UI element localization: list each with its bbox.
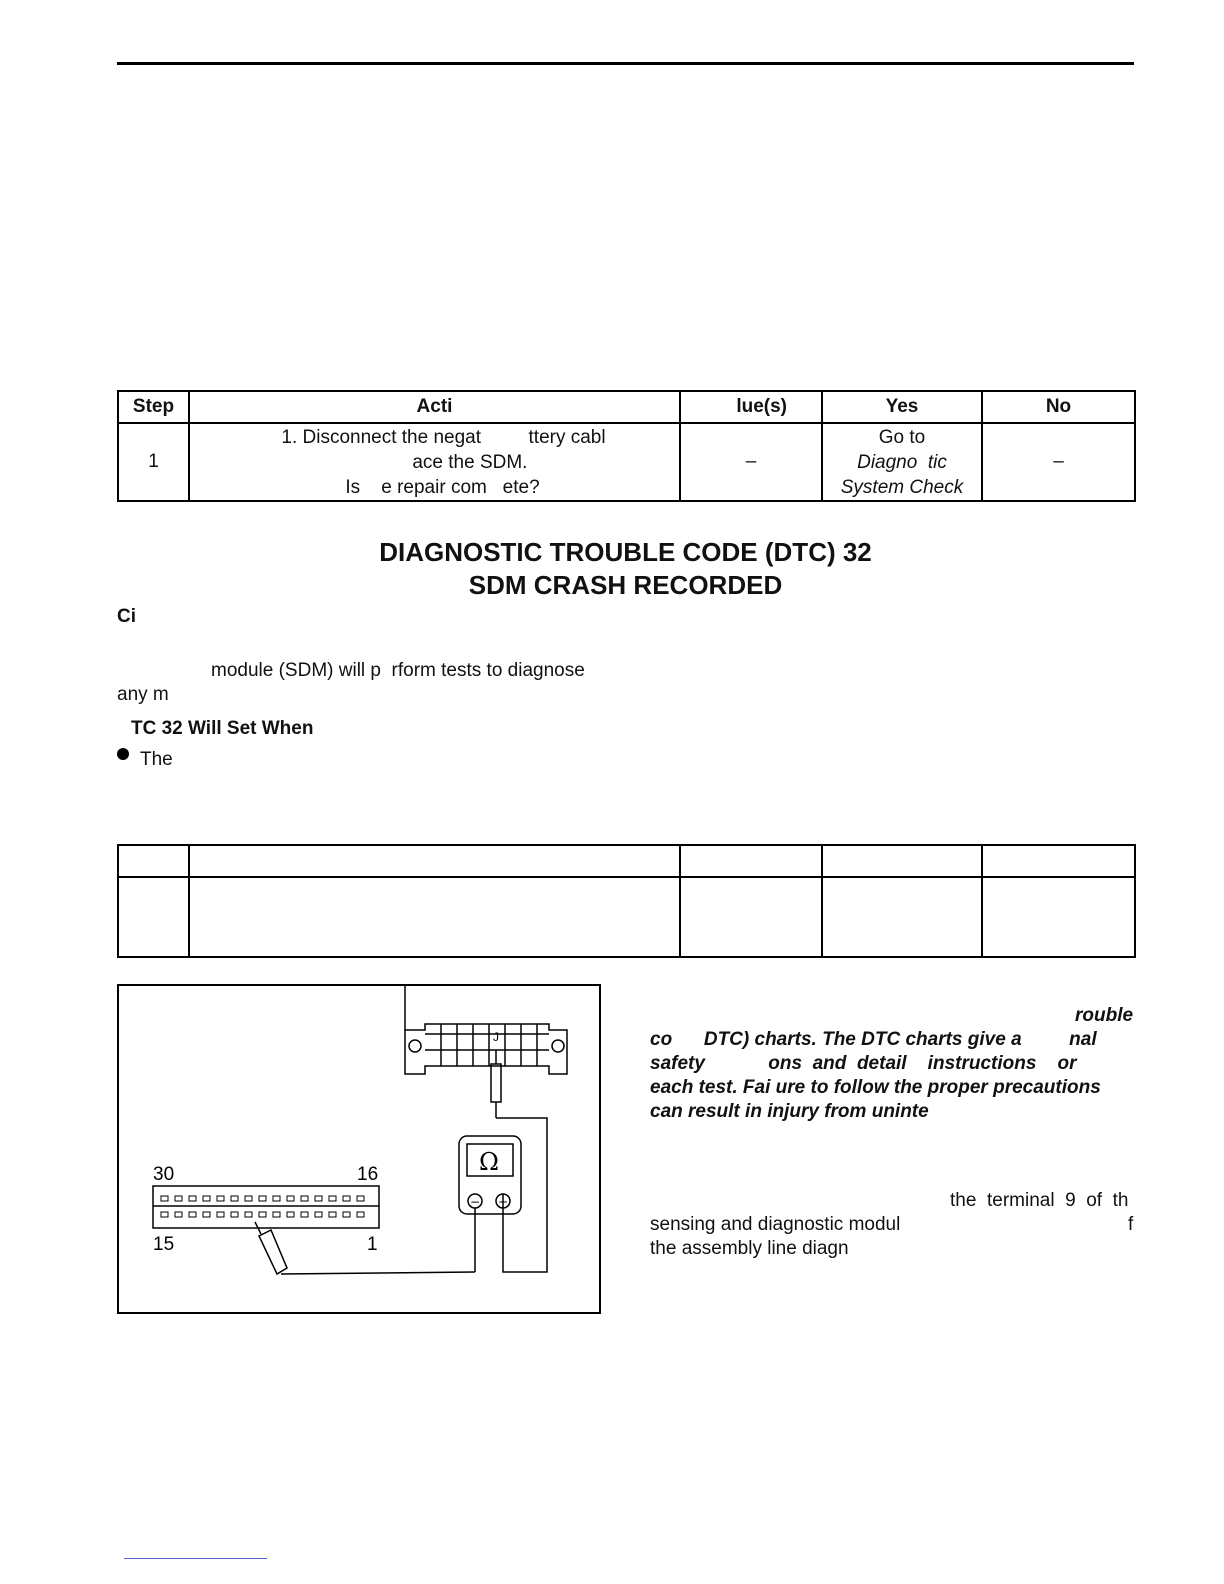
body-text-line: any m (117, 684, 169, 705)
page-title: DIAGNOSTIC TROUBLE CODE (DTC) 32 (379, 537, 872, 567)
caution-line: safety ons and detail instructions or (650, 1053, 1077, 1074)
yes-line-link[interactable]: System Check (840, 476, 964, 498)
bullet-text: The (140, 749, 173, 770)
table-cell (118, 845, 189, 877)
empty-table (117, 844, 1136, 958)
header-no: No (982, 391, 1135, 423)
caution-line: can result in injury from uninte (650, 1101, 929, 1122)
diagram-drawing (119, 986, 599, 1312)
step-number: 1 (118, 423, 189, 501)
header-values: lue(s) (680, 391, 822, 423)
wiring-diagram (117, 984, 601, 1314)
table-cell (189, 845, 680, 877)
table-cell (822, 845, 982, 877)
action-line: 1. Disconnect the negat ttery cabl (281, 426, 606, 448)
procedure-line: the assembly line diagn (650, 1238, 849, 1259)
top-rule (117, 62, 1134, 65)
table-cell (680, 877, 822, 957)
values-cell: – (680, 423, 822, 501)
yes-cell (822, 423, 982, 501)
table-row (118, 423, 1135, 501)
header-step: Step (118, 391, 189, 423)
table-cell (982, 877, 1135, 957)
body-text-line: module (SDM) will p rform tests to diagnose (211, 660, 585, 681)
aldl-terminal-label: J (493, 1030, 499, 1044)
action-line: ace the SDM. (359, 451, 528, 473)
action-line: Is e repair com ete? (345, 476, 540, 498)
sdm-probe (259, 1230, 287, 1274)
mount-hole-left (409, 1040, 421, 1052)
caution-line: each test. Fai ure to follow the proper precautions (650, 1077, 1101, 1098)
aldl-probe (491, 1064, 501, 1102)
pin-label-15: 15 (153, 1234, 175, 1255)
plus-sign: + (498, 1195, 509, 1209)
header-action: Acti (189, 391, 680, 423)
sdm-connector (153, 1186, 379, 1228)
caution-line: co DTC) charts. The DTC charts give a nal (650, 1029, 1097, 1050)
header-yes: Yes (822, 391, 982, 423)
minus-sign: − (470, 1195, 481, 1209)
no-cell: – (982, 423, 1135, 501)
mount-hole-right (552, 1040, 564, 1052)
procedure-line: f (1128, 1214, 1134, 1235)
procedure-line: sensing and diagnostic modul (650, 1214, 901, 1235)
table-cell (982, 845, 1135, 877)
caution-line: rouble (1075, 1005, 1134, 1026)
procedure-line: the terminal 9 of th (950, 1190, 1129, 1211)
table-header-row (118, 391, 1135, 423)
aldl-connector-body (405, 1024, 567, 1074)
dtc-set-heading: TC 32 Will Set When (131, 718, 314, 739)
action-cell (189, 423, 680, 501)
footer-link-underline[interactable] (124, 1558, 267, 1559)
yes-line: Go to (878, 426, 926, 448)
ohm-symbol: Ω (479, 1148, 499, 1176)
table-row (118, 877, 1135, 957)
dtc-step-table (117, 390, 1136, 502)
page-subtitle: SDM CRASH RECORDED (468, 570, 783, 600)
pin-label-16: 16 (357, 1164, 379, 1185)
table-cell (118, 877, 189, 957)
table-cell (189, 877, 680, 957)
table-cell (680, 845, 822, 877)
table-cell (822, 877, 982, 957)
pin-label-1: 1 (367, 1234, 378, 1255)
yes-line-link[interactable]: Diagno tic (857, 451, 947, 473)
bullet-icon (117, 748, 129, 760)
table-header-row (118, 845, 1135, 877)
circuit-section-heading: Ci (117, 606, 136, 627)
pin-label-30: 30 (153, 1164, 175, 1185)
